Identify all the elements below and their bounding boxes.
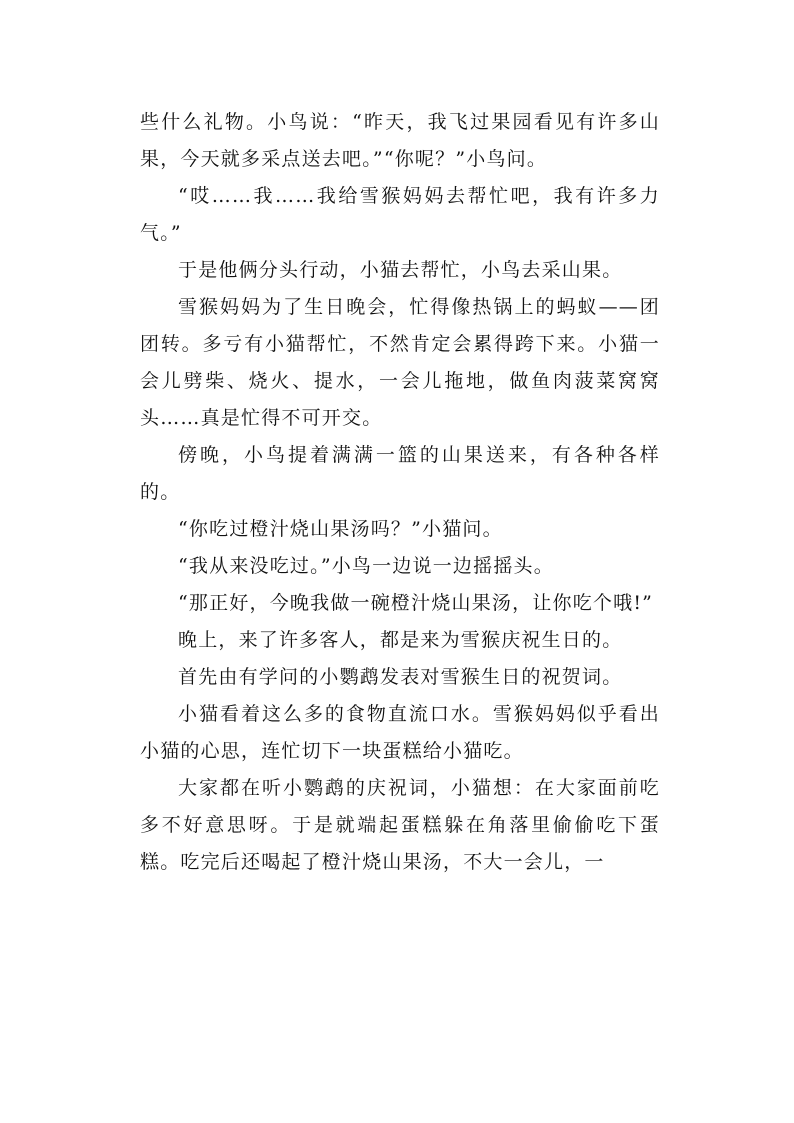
paragraph-12: 大家都在听小鹦鹉的庆祝词，小猫想：在大家面前吃多不好意思呀。于是就端起蛋糕躲在角落里偷偷吃下蛋糕。吃完后还喝起了橙汁烧山果汤，不大一会儿，一: [140, 777, 660, 873]
paragraph-4: 雪猴妈妈为了生日晚会，忙得像热锅上的蚂蚁——团团转。多亏有小猫帮忙，不然肯定会累得跨下来。小猫一会儿劈柴、烧火、提水，一会儿拖地，做鱼肉菠菜窝窝头……真是忙得不可开交。: [140, 296, 660, 429]
paragraph-8: “那正好，今晚我做一碗橙汁烧山果汤，让你吃个哦!”: [178, 592, 654, 614]
paragraph-3: 于是他俩分头行动，小猫去帮忙，小鸟去采山果。: [178, 259, 623, 281]
paragraph-5: 傍晚，小鸟提着满满一篮的山果送来，有各种各样的。: [140, 444, 660, 503]
paragraph-10: 首先由有学问的小鹦鹉发表对雪猴生日的祝贺词。: [178, 666, 623, 688]
paragraph-6: “你吃过橙汁烧山果汤吗？”小猫问。: [178, 518, 503, 540]
paragraph-1: 些什么礼物。小鸟说：“昨天，我飞过果园看见有许多山果，今天就多采点送去吧。”“你呢？”小鸟问。: [140, 111, 660, 170]
paragraph-9: 晚上，来了许多客人，都是来为雪猴庆祝生日的。: [178, 629, 623, 651]
paragraph-2: “哎……我……我给雪猴妈妈去帮忙吧，我有许多力气。”: [140, 185, 660, 244]
paragraph-7: “我从来没吃过。”小鸟一边说一边摇摇头。: [178, 555, 554, 577]
story-text: [140, 104, 660, 881]
paragraph-11: 小猫看着这么多的食物直流口水。雪猴妈妈似乎看出小猫的心思，连忙切下一块蛋糕给小猫吃。: [140, 703, 660, 762]
